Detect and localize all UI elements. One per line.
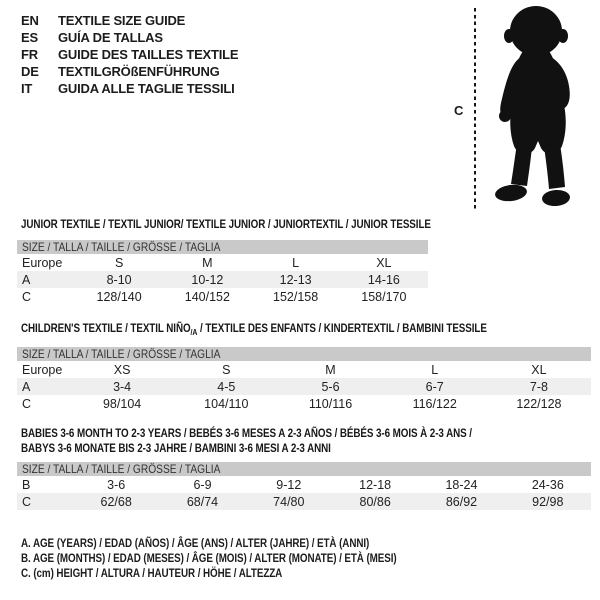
table-cell: 8-10 <box>106 272 132 287</box>
table-cell: 6-7 <box>425 379 444 394</box>
height-measure-label: C <box>454 103 464 118</box>
babies-section-title-line1: BABIES 3-6 MONTH TO 2-3 YEARS / BEBÉS 3-6 MESES A 2-3 AÑOS / BÉBÉS 3-6 MOIS À 2-3 ANS / <box>21 426 472 440</box>
table-cell: 3-4 <box>113 379 132 394</box>
height-measure-dashed-line <box>474 8 476 212</box>
table-cell: 122/128 <box>516 396 562 411</box>
table-cell: 128/140 <box>96 289 142 304</box>
children-row-europe <box>17 361 591 378</box>
children-row-age <box>17 378 591 395</box>
language-row-fr <box>21 46 238 63</box>
table-cell: 18-24 <box>445 477 478 492</box>
junior-size-table <box>17 240 428 305</box>
table-cell: S <box>114 255 124 270</box>
table-cell: 10-12 <box>191 272 224 287</box>
language-row-en <box>21 12 238 29</box>
guide-title-it: GUIDA ALLE TAGLIE TESSILI <box>58 81 235 96</box>
table-cell: XL <box>376 255 392 270</box>
table-cell: 110/116 <box>308 396 353 411</box>
table-cell: 7-8 <box>529 379 548 394</box>
table-cell: 24-36 <box>531 477 564 492</box>
toddler-silhouette-image <box>483 5 593 210</box>
table-cell: 140/152 <box>184 289 230 304</box>
table-cell: XL <box>531 362 547 377</box>
guide-title-de: TEXTILGRÖßENFÜHRUNG <box>58 64 220 79</box>
junior-row-age <box>17 271 428 288</box>
row-label: A <box>22 379 31 394</box>
table-cell: S <box>222 362 231 377</box>
children-size-header-row <box>17 347 591 361</box>
language-code: FR <box>21 47 38 62</box>
table-cell: 92/98 <box>532 494 564 509</box>
table-cell: 5-6 <box>321 379 340 394</box>
footnote-b: B. AGE (MONTHS) / EDAD (MESES) / ÂGE (MOIS) / ALTER (MONATE) / ETÀ (MESI) <box>21 551 397 566</box>
children-section-title <box>21 321 487 335</box>
table-cell: 6-9 <box>193 477 212 492</box>
guide-title-en: TEXTILE SIZE GUIDE <box>58 13 186 28</box>
footnote-a: A. AGE (YEARS) / EDAD (AÑOS) / ÂGE (ANS) / ALTER (JAHRE) / ETÀ (ANNI) <box>21 536 370 550</box>
table-cell: 3-6 <box>107 477 126 492</box>
junior-row-europe <box>17 254 428 271</box>
table-cell: 68/74 <box>186 494 219 509</box>
table-cell: L <box>292 255 300 270</box>
language-title-list <box>21 12 238 97</box>
children-title-text: CHILDREN'S TEXTILE / TEXTIL NIÑO <box>21 321 191 335</box>
junior-row-height <box>17 288 428 305</box>
table-cell: 74/80 <box>273 494 305 509</box>
babies-row-months <box>17 476 591 493</box>
children-size-table <box>17 347 591 412</box>
row-label: B <box>22 477 31 492</box>
size-header-label: SIZE / TALLA / TAILLE / GRÖSSE / TAGLIA <box>22 462 221 476</box>
table-cell: 14-16 <box>367 272 400 287</box>
table-cell: XS <box>113 362 131 377</box>
language-row-de <box>21 63 238 80</box>
babies-section-title-line2: BABYS 3-6 MONATE BIS 2-3 JAHRE / BAMBINI 3-6 MESI A 2-3 ANNI <box>21 441 331 455</box>
size-header-label: SIZE / TALLA / TAILLE / GRÖSSE / TAGLIA <box>22 240 221 254</box>
table-cell: M <box>202 255 213 270</box>
table-cell: 98/104 <box>102 396 142 411</box>
footnote-c: C. (cm) HEIGHT / ALTURA / HAUTEUR / HÖHE / ALTEZZA <box>21 566 283 581</box>
children-title-subscript: /A <box>190 327 198 337</box>
junior-section-title: JUNIOR TEXTILE / TEXTIL JUNIOR/ TEXTILE JUNIOR / JUNIORTEXTIL / JUNIOR TESSILE <box>21 217 431 231</box>
language-code: IT <box>21 81 33 96</box>
table-cell: 4-5 <box>217 379 236 394</box>
table-cell: M <box>325 362 336 377</box>
row-label: C <box>22 289 32 304</box>
row-label: C <box>22 396 32 411</box>
table-cell: 62/68 <box>100 494 132 509</box>
guide-title-fr: GUIDE DES TAILLES TEXTILE <box>58 47 239 62</box>
children-row-height <box>17 395 591 412</box>
table-cell: 104/110 <box>204 396 249 411</box>
language-code: DE <box>21 64 39 79</box>
language-code: EN <box>21 13 39 28</box>
language-row-es <box>21 29 238 46</box>
language-row-it <box>21 80 238 97</box>
language-code: ES <box>21 30 38 45</box>
table-cell: 80/86 <box>359 494 391 509</box>
babies-size-table <box>17 462 591 510</box>
babies-size-header-row <box>17 462 591 476</box>
table-cell: 9-12 <box>276 477 302 492</box>
children-title-text: / TEXTILE DES ENFANTS / KINDERTEXTIL / BAMBINI TESSILE <box>197 321 487 335</box>
table-cell: 152/158 <box>273 289 319 304</box>
table-cell: 86/92 <box>445 494 478 509</box>
row-label: A <box>22 272 31 287</box>
table-cell: 12-18 <box>359 477 392 492</box>
guide-title-es: GUÍA DE TALLAS <box>58 30 163 45</box>
table-cell: 12-13 <box>279 272 312 287</box>
size-header-label: SIZE / TALLA / TAILLE / GRÖSSE / TAGLIA <box>22 347 221 361</box>
junior-size-header-row <box>17 240 428 254</box>
table-cell: L <box>431 362 439 377</box>
table-cell: 116/122 <box>412 396 457 411</box>
row-label: Europe <box>22 362 63 377</box>
row-label: Europe <box>22 255 63 270</box>
table-cell: 158/170 <box>361 289 407 304</box>
row-label: C <box>22 494 32 509</box>
babies-row-height <box>17 493 591 510</box>
footnotes <box>21 536 479 582</box>
